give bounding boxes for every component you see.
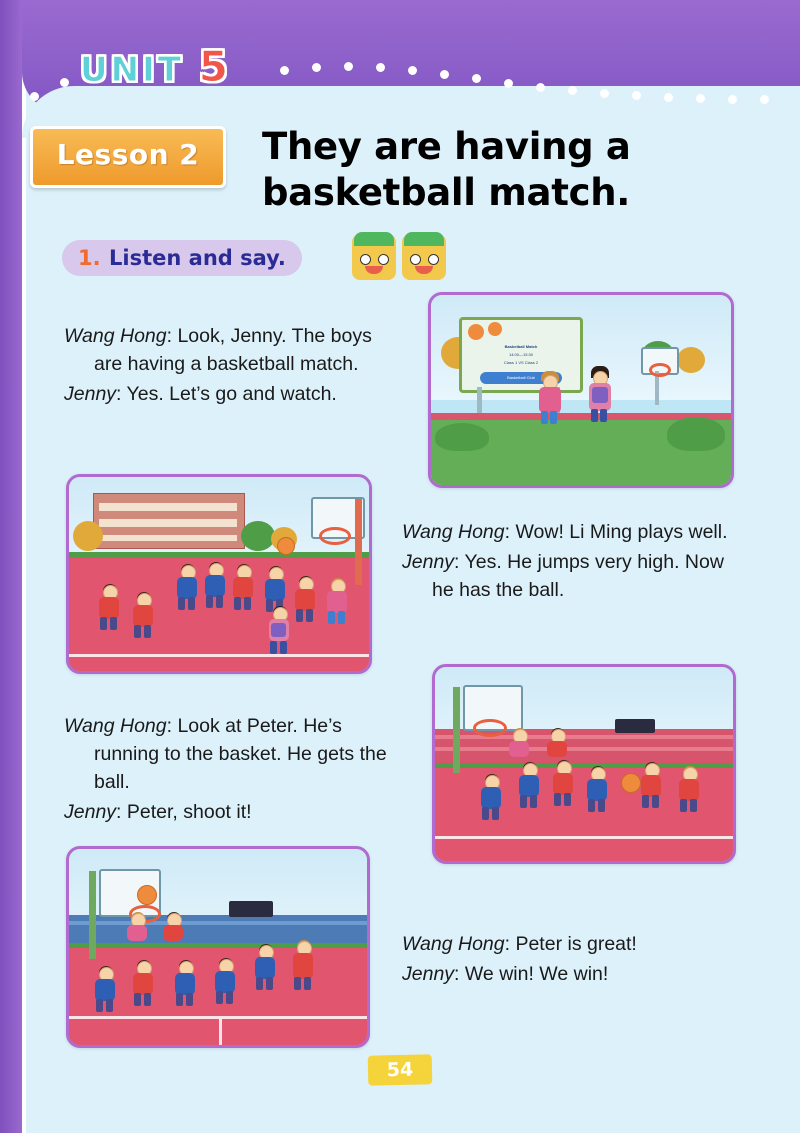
dialogue-text: : Peter is great! [504, 933, 637, 955]
sign-time: 14:00—15:30 [508, 352, 534, 357]
lesson-tag [30, 126, 226, 188]
boy-face-icon [352, 234, 396, 280]
sign-title: Basketball Match [504, 344, 538, 349]
lesson-tag-label: Lesson 2 [56, 138, 200, 171]
speaker-name: Jenny [64, 801, 117, 823]
dialogue-4 [402, 930, 732, 990]
speaker-name: Jenny [64, 383, 117, 405]
speaker-name: Jenny [402, 963, 455, 985]
speaker-name: Wang Hong [64, 715, 167, 737]
sign-teams: Class 1 VS Class 2 [503, 360, 539, 365]
sign-club: Basketball Club [507, 375, 535, 380]
illustration-court-wide [66, 474, 372, 674]
illustration-shoot [66, 846, 370, 1048]
activity-header [62, 240, 302, 276]
page-number: 54 [386, 1058, 414, 1082]
activity-number: 1. [78, 246, 101, 270]
dialogue-1 [64, 322, 394, 410]
unit-number: 5 [198, 42, 231, 91]
dialogue-text: : We win! We win! [454, 963, 609, 985]
left-border-stripe [0, 0, 22, 1133]
speaker-name: Wang Hong [64, 325, 167, 347]
girl-face-icon [402, 234, 446, 280]
speaker-name: Jenny [402, 551, 455, 573]
dialogue-text: : Look, Jenny. The boys are having a basketball match. [94, 325, 372, 375]
activity-label: Listen and say. [109, 246, 286, 270]
speaker-name: Wang Hong [402, 933, 505, 955]
unit-badge [80, 42, 231, 91]
dialogue-text: : Wow! Li Ming plays well. [504, 521, 728, 543]
dialogue-text: : Yes. Let’s go and watch. [116, 383, 337, 405]
dialogue-text: : Look at Peter. He’s running to the basket. He gets the ball. [94, 715, 387, 793]
illustration-noticeboard [428, 292, 734, 488]
dialogue-text: : Yes. He jumps very high. Now he has the ball. [432, 551, 724, 601]
dialogue-3 [64, 712, 404, 828]
speaker-name: Wang Hong [402, 521, 505, 543]
dialogue-2 [402, 518, 732, 606]
dialogue-text: : Peter, shoot it! [116, 801, 252, 823]
listen-and-say-icons [352, 234, 448, 280]
page-title: They are having a basketball match. [262, 125, 631, 214]
noticeboard-sign [459, 317, 583, 393]
left-border-inner-line [22, 0, 26, 1133]
unit-label: UNIT [80, 50, 184, 90]
illustration-running [432, 664, 736, 864]
